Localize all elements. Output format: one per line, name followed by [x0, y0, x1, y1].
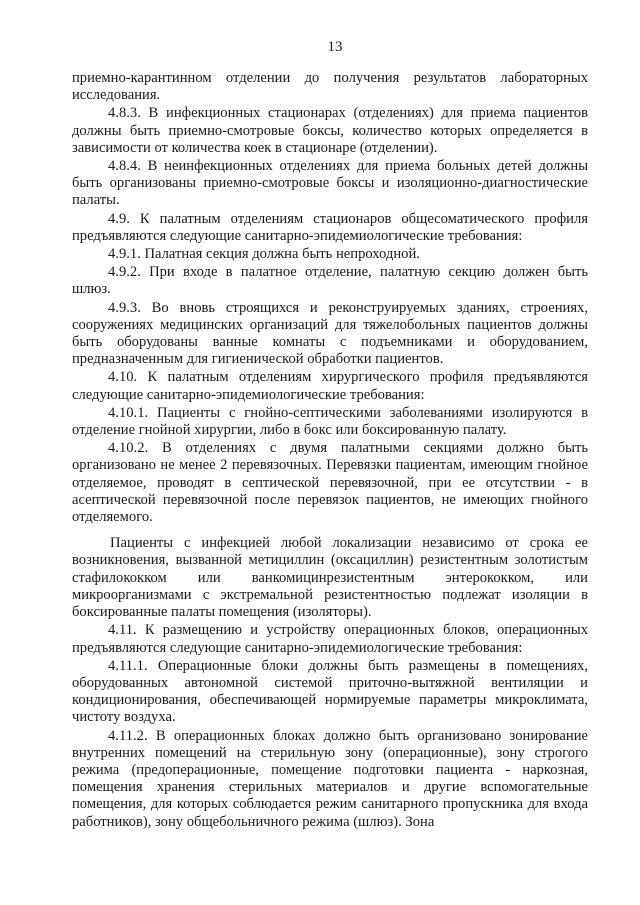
- paragraph-4-9: 4.9. К палатным отделениям стационаров общесоматического профиля предъявляются следующие санитарно-эпидемиологические требования:: [72, 210, 588, 244]
- paragraph-infection-isolation: Пациенты с инфекцией любой локализации независимо от срока ее возникновения, вызванной метициллин (оксациллин) резистентным золотистым стафилококком или ванкомицинрезистентным энтерококком, или микроорганизмами с экстремальной резистентностью подлежат изоляции в боксированные палаты помещения (изоляторы).: [72, 535, 588, 621]
- page-number: 13: [327, 39, 343, 55]
- paragraph-4-9-2: 4.9.2. При входе в палатное отделение, палатную секцию должен быть шлюз.: [72, 264, 588, 298]
- paragraph-4-10-1: 4.10.1. Пациенты с гнойно-септическими заболеваниями изолируются в отделение гнойной хирургии, либо в бокс или боксированную палату.: [72, 404, 588, 439]
- paragraph-4-11-1: 4.11.1. Операционные блоки должны быть размещены в помещениях, оборудованных автономной системой приточно-вытяжной вентиляции и кондиционирования, обеспечивающей нормируемые параметры микроклимата, чистоту воздуха.: [72, 657, 588, 726]
- paragraph-4-11: 4.11. К размещению и устройству операционных блоков, операционных предъявляются следующие санитарно-эпидемиологические требования:: [72, 622, 588, 656]
- paragraph-4-8-3: 4.8.3. В инфекционных стационарах (отделениях) для приема пациентов должны быть приемно-смотровые боксы, количество которых определяется в зависимости от количества коек в стационаре (отделении).: [72, 105, 588, 156]
- paragraph-4-9-1: 4.9.1. Палатная секция должна быть непроходной.: [108, 246, 420, 263]
- paragraph-4-9-3: 4.9.3. Во вновь строящихся и реконструируемых зданиях, строениях, сооружениях медицинских организаций для тяжелобольных пациентов должны быть оборудованы ванные комнаты с подъемниками и оборудованием, предназначенным для гигиенической обработки пациентов.: [72, 299, 588, 368]
- paragraph-4-8-4: 4.8.4. В неинфекционных отделениях для приема больных детей должны быть организованы приемно-смотровые боксы и изоляционно-диагностические палаты.: [72, 158, 588, 209]
- paragraph-4-11-2: 4.11.2. В операционных блоках должно быть организовано зонирование внутренних помещений на стерильную зону (операционные), зону строгого режима (предоперационные, помещение подготовки пациента - наркозная, помещения хранения стерильных материалов и другие вспомогательные помещения, для которых соблюдается режим санитарного пропускника для входа работников), зону общебольничного режима (шлюз). Зона: [72, 727, 588, 830]
- paragraph-4-10-2: 4.10.2. В отделениях с двумя палатными секциями должно быть организовано не менее 2 перевязочных. Перевязки пациентам, имеющим гнойное отделяемое, проводят в септической перевязочной, при ее отсутствии - в асептической перевязочной после перевязок пациентов, не имеющих гнойного отделяемого.: [72, 440, 588, 526]
- paragraph-4-10: 4.10. К палатным отделениям хирургического профиля предъявляются следующие санитарно-эпидемиологические требования:: [72, 369, 588, 403]
- paragraph-continuation: приемно-карантинном отделении до получения результатов лабораторных исследования.: [72, 70, 588, 104]
